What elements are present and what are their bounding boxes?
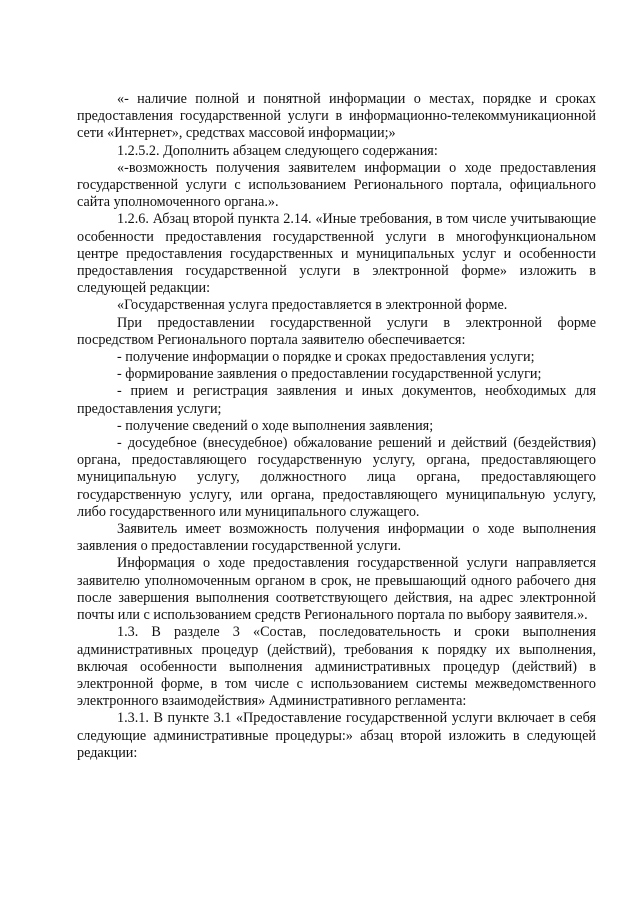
list-item: - получение сведений о ходе выполнения заявления;	[117, 417, 434, 434]
paragraph: 1.2.5.2. Дополнить абзацем следующего содержания:	[117, 142, 438, 159]
paragraph: Заявитель имеет возможность получения информации о ходе выполнения заявления о предоставлении государственной услуги.	[77, 521, 596, 555]
list-item: - досудебное (внесудебное) обжалование решений и действий (бездействия) органа, предоставляющего государственную услугу, органа, предоставляющего муниципальную услугу, должностного лица органа, предоставляющего государственную услугу, или органа, предоставляющего муниципальную услугу, либо государственного или муниципального служащего.	[77, 435, 596, 520]
paragraph: «- наличие полной и понятной информации о местах, порядке и сроках предоставления государственной услуги в информационно-телекоммуникационной сети «Интернет», средствах массовой информации;»	[77, 91, 596, 142]
list-item: - получение информации о порядке и сроках предоставления услуги;	[117, 349, 535, 366]
paragraph: Информация о ходе предоставления государственной услуги направляется заявителю уполномоченным органом в срок, не превышающий одного рабочего дня после завершения выполнения соответствующего действия, на адрес электронной почты или с использованием средств Регионального портала по выбору заявителя.».	[77, 555, 596, 624]
paragraph: «Государственная услуга предоставляется в электронной форме.	[117, 297, 508, 314]
document-body	[77, 91, 596, 762]
paragraph: 1.2.6. Абзац второй пункта 2.14. «Иные требования, в том числе учитывающие особенности предоставления государственной услуги в многофункциональном центре предоставления государственных и муниципальных услуг и особенности предоставления государственной услуги в электронной форме» изложить в следующей редакции:	[77, 211, 596, 297]
list-item: - формирование заявления о предоставлении государственной услуги;	[117, 366, 542, 383]
paragraph: 1.3.1. В пункте 3.1 «Предоставление государственной услуги включает в себя следующие административные процедуры:» абзац второй изложить в следующей редакции:	[77, 710, 596, 761]
paragraph: 1.3. В разделе 3 «Состав, последовательность и сроки выполнения административных процедур (действий), требования к порядку их выполнения, включая особенности выполнения административных процедур (действий) в электронной форме, в том числе с использованием системы межведомственного электронного взаимодействия» Административного регламента:	[77, 624, 596, 710]
paragraph: При предоставлении государственной услуги в электронной форме посредством Регионального портала заявителю обеспечивается:	[77, 314, 596, 348]
list-item: - прием и регистрация заявления и иных документов, необходимых для предоставления услуги;	[77, 383, 596, 417]
paragraph: «-возможность получения заявителем информации о ходе предоставления государственной услуги с использованием Регионального портала, официального сайта уполномоченного органа.».	[77, 159, 596, 211]
